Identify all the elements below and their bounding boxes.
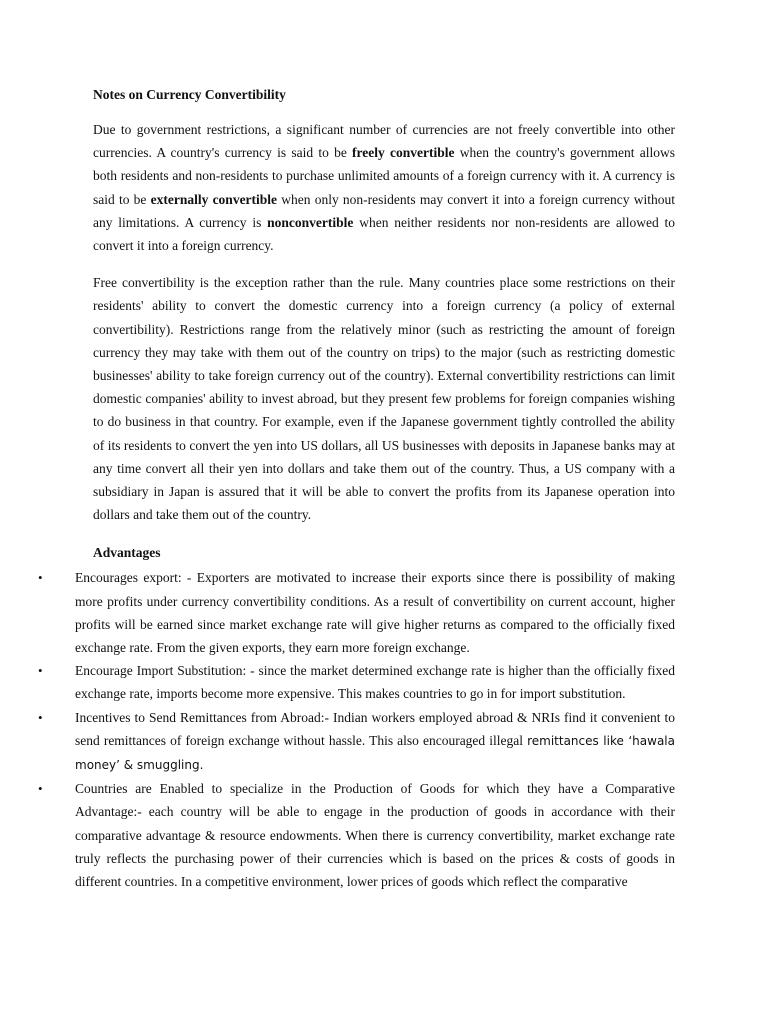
- bullet-icon: •: [38, 781, 43, 797]
- para1-text-4: when neither residents nor non-residents are allowed to convert it into a foreign currency.: [93, 214, 675, 254]
- list-item-text: Encourage Import Substitution: - since the market determined exchange rate is higher than the officially fixed exchange rate, imports become more expensive. This makes countries to go in for import substitution.: [75, 663, 675, 702]
- list-item: [38, 706, 675, 778]
- advantages-heading: Advantages: [93, 545, 161, 561]
- list-item: [38, 566, 675, 659]
- list-item-text: Incentives to Send Remittances from Abroad:- Indian workers employed abroad & NRIs find it convenient to send remittances of foreign exchange without hassle. This also encouraged illegal: [75, 709, 675, 748]
- paragraph-free-convertibility: Free convertibility is the exception rather than the rule. Many countries place some restrictions on their residents' ability to convert the domestic currency into a foreign currency (a policy of external convertibility). Restrictions range from the relatively minor (such as restricting the amount of foreign currency they may take with them out of the country on trips) to the major (such as restricting domestic businesses' ability to take foreign currency out of the country). External convertibility restrictions can limit domestic companies' ability to invest abroad, but they present few problems for foreign companies wishing to do business in that country. For example, even if the Japanese government tightly controlled the ability of its residents to convert the yen into US dollars, all US businesses with deposits in Japanese banks may at any time convert all their yen into dollars and take them out of the country. Thus, a US company with a subsidiary in Japan is assured that it will be able to convert the profits from its Japanese operation into dollars and take them out of the country.: [93, 275, 675, 523]
- para1-text-1: Due to government restrictions, a significant number of currencies are not freely convertible into other currencies. A country's currency is said to be: [93, 122, 675, 161]
- list-item-text-tail: remittances like ‘hawala money’ & smuggling.: [75, 733, 675, 773]
- para1-text-2: when the country's government allows both residents and non-residents to purchase unlimited amounts of a foreign currency with it. A currency is said to be: [93, 145, 675, 207]
- bullet-icon: •: [38, 570, 43, 586]
- document-title: Notes on Currency Convertibility: [93, 87, 286, 102]
- term-externally-convertible: externally convertible: [150, 191, 278, 207]
- paragraph-convertibility-definitions: [93, 118, 675, 257]
- bullet-icon: •: [38, 663, 43, 679]
- list-item-text: Countries are Enabled to specialize in the Production of Goods for which they have a Comparative Advantage:- each country will be able to engage in the production of goods in accordance with their comparative advantage & resource endowments. When there is currency convertibility, market exchange rate truly reflects the purchasing power of their currencies which is based on the prices & costs of goods in different countries. In a competitive environment, lower prices of goods which reflect the comparative: [75, 781, 675, 890]
- list-item-text: Encourages export: - Exporters are motivated to increase their exports since there is possibility of making more profits under currency convertibility conditions. As a result of convertibility on current account, higher profits will be earned since market exchange rate will give higher returns as compared to the officially fixed exchange rate. From the given exports, they earn more foreign exchange.: [75, 570, 675, 656]
- term-nonconvertible: nonconvertible: [267, 214, 354, 230]
- list-item: [38, 659, 675, 705]
- list-item: [38, 777, 675, 893]
- term-freely-convertible: freely convertible: [352, 145, 455, 161]
- advantages-list: [38, 566, 675, 893]
- para1-text-3: when only non-residents may convert it into a foreign currency without any limitations. A currency is: [93, 191, 675, 230]
- bullet-icon: •: [38, 709, 43, 725]
